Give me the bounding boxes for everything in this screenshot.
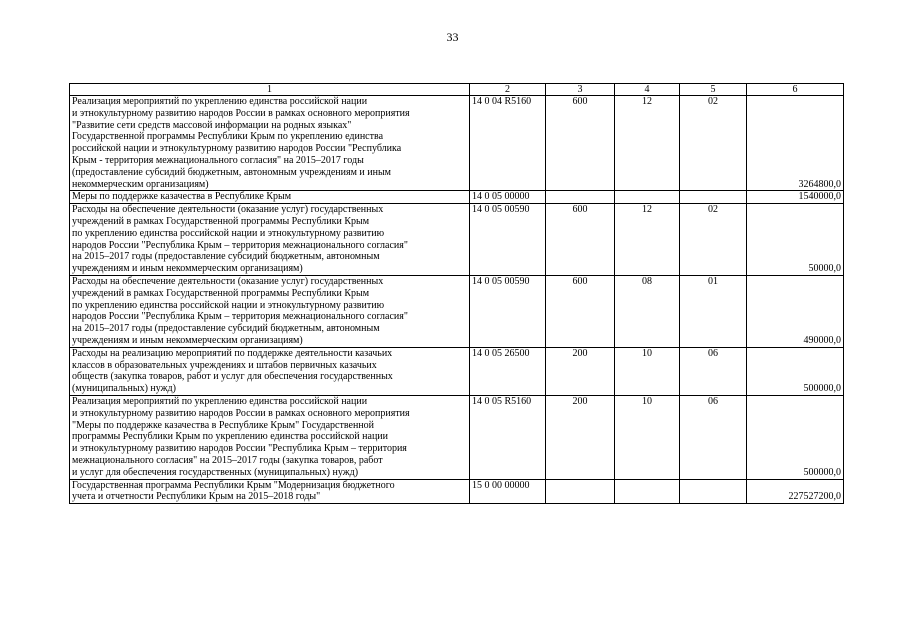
item-description-cell <box>70 191 470 204</box>
table-row <box>70 275 844 347</box>
description-line: "Развитие сети средств массовой информации на родных языках" <box>72 119 352 131</box>
section-cell <box>615 479 680 504</box>
description-line: по укреплению единства российской нации и этнокультурному развитию <box>72 227 385 239</box>
section-cell: 12 <box>615 204 680 276</box>
description-line: некоммерческим организациям) <box>72 178 209 190</box>
section-cell <box>615 191 680 204</box>
classification-code-cell: 14 0 05 26500 <box>470 347 546 395</box>
amount-cell: 50000,0 <box>747 204 844 276</box>
table-row <box>70 191 844 204</box>
description-line: на 2015–2017 годы (предоставление субсидий бюджетным, автономным <box>72 251 380 263</box>
amount-cell: 227527200,0 <box>747 479 844 504</box>
table-row <box>70 479 844 504</box>
description-line: народов России "Республика Крым – территория межнационального согласия" <box>72 239 408 251</box>
classification-code-cell: 14 0 04 R5160 <box>470 96 546 191</box>
description-line: (предоставление субсидий бюджетным, автономным учреждениям и иным <box>72 166 391 178</box>
description-line: и услуг для обеспечения государственных (муниципальных) нужд) <box>72 466 359 478</box>
section-cell: 12 <box>615 96 680 191</box>
table-row <box>70 347 844 395</box>
classification-code-cell: 14 0 05 00590 <box>470 275 546 347</box>
header-cell: 2 <box>470 84 546 96</box>
description-line: Расходы на реализацию мероприятий по поддержке деятельности казачьих <box>72 347 393 359</box>
description-line: обществ (закупка товаров, работ и услуг для обеспечения государственных <box>72 371 393 383</box>
section-cell: 10 <box>615 395 680 479</box>
classification-code-cell: 14 0 05 00590 <box>470 204 546 276</box>
subsection-cell <box>680 191 747 204</box>
header-cell: 3 <box>546 84 615 96</box>
classification-code-cell: 14 0 05 R5160 <box>470 395 546 479</box>
classification-code-cell: 14 0 05 00000 <box>470 191 546 204</box>
header-cell: 1 <box>70 84 470 96</box>
page-number: 33 <box>446 30 459 44</box>
amount-cell: 500000,0 <box>747 347 844 395</box>
item-description-cell <box>70 204 470 276</box>
budget-table <box>69 83 844 504</box>
description-line: Государственная программа Республики Крым "Модернизация бюджетного <box>72 479 395 491</box>
expense-type-cell: 600 <box>546 204 615 276</box>
description-line: по укреплению единства российской нации и этнокультурному развитию <box>72 299 385 311</box>
table-row <box>70 395 844 479</box>
description-line: учета и отчетности Республики Крым на 2015–2018 годы" <box>72 491 321 503</box>
classification-code-cell: 15 0 00 00000 <box>470 479 546 504</box>
description-line: и этнокультурному развитию народов России "Республика Крым – территория <box>72 443 407 455</box>
description-line: учреждений в рамках Государственной программы Республики Крым <box>72 287 370 299</box>
amount-cell: 3264800,0 <box>747 96 844 191</box>
description-line: Реализация мероприятий по укреплению единства российской нации <box>72 395 368 407</box>
description-line: Реализация мероприятий по укреплению единства российской нации <box>72 96 368 107</box>
description-line: (муниципальных) нужд) <box>72 383 176 395</box>
description-line: учреждениям и иным некоммерческим организациям) <box>72 263 303 275</box>
item-description-cell <box>70 275 470 347</box>
description-line: российской нации и этнокультурному развитию народов России "Республика <box>72 143 402 155</box>
table-header-row <box>70 84 844 96</box>
expense-type-cell: 600 <box>546 96 615 191</box>
description-line: народов России "Республика Крым – территория межнационального согласия" <box>72 311 408 323</box>
expense-type-cell <box>546 479 615 504</box>
description-line: программы Республики Крым по укреплению единства российской нации <box>72 431 389 443</box>
expense-type-cell <box>546 191 615 204</box>
description-line: и этнокультурному развитию народов России в рамках основного мероприятия <box>72 107 410 119</box>
table-row <box>70 96 844 191</box>
amount-cell: 500000,0 <box>747 395 844 479</box>
expense-type-cell: 600 <box>546 275 615 347</box>
item-description-cell <box>70 479 470 504</box>
header-cell: 5 <box>680 84 747 96</box>
amount-cell: 490000,0 <box>747 275 844 347</box>
subsection-cell: 02 <box>680 204 747 276</box>
expense-type-cell: 200 <box>546 347 615 395</box>
description-line: учреждений в рамках Государственной программы Республики Крым <box>72 215 370 227</box>
header-cell: 6 <box>747 84 844 96</box>
subsection-cell: 06 <box>680 347 747 395</box>
description-line: на 2015–2017 годы (предоставление субсидий бюджетным, автономным <box>72 323 380 335</box>
subsection-cell: 06 <box>680 395 747 479</box>
section-cell: 10 <box>615 347 680 395</box>
description-line: Государственной программы Республики Крым по укреплению единства <box>72 131 384 143</box>
description-line: Расходы на обеспечение деятельности (оказание услуг) государственных <box>72 204 384 216</box>
item-description-cell <box>70 96 470 191</box>
header-cell: 4 <box>615 84 680 96</box>
expense-type-cell: 200 <box>546 395 615 479</box>
table-row <box>70 204 844 276</box>
description-line: Крым - территория межнационального согласия" на 2015–2017 годы <box>72 154 364 166</box>
description-line: межнационального согласия" на 2015–2017 годы (закупка товаров, работ <box>72 454 383 466</box>
description-line: учреждениям и иным некоммерческим организациям) <box>72 334 303 346</box>
description-line: и этнокультурному развитию народов России в рамках основного мероприятия <box>72 407 410 419</box>
item-description-cell <box>70 395 470 479</box>
amount-cell: 1540000,0 <box>747 191 844 204</box>
description-line: Меры по поддержке казачества в Республике Крым <box>72 191 292 203</box>
description-line: классов в образовательных учреждениях и штабов первичных казачьих <box>72 359 377 371</box>
description-line: "Меры по поддержке казачества в Республике Крым" Государственной <box>72 419 375 431</box>
subsection-cell <box>680 479 747 504</box>
section-cell: 08 <box>615 275 680 347</box>
item-description-cell <box>70 347 470 395</box>
subsection-cell: 01 <box>680 275 747 347</box>
description-line: Расходы на обеспечение деятельности (оказание услуг) государственных <box>72 275 384 287</box>
subsection-cell: 02 <box>680 96 747 191</box>
